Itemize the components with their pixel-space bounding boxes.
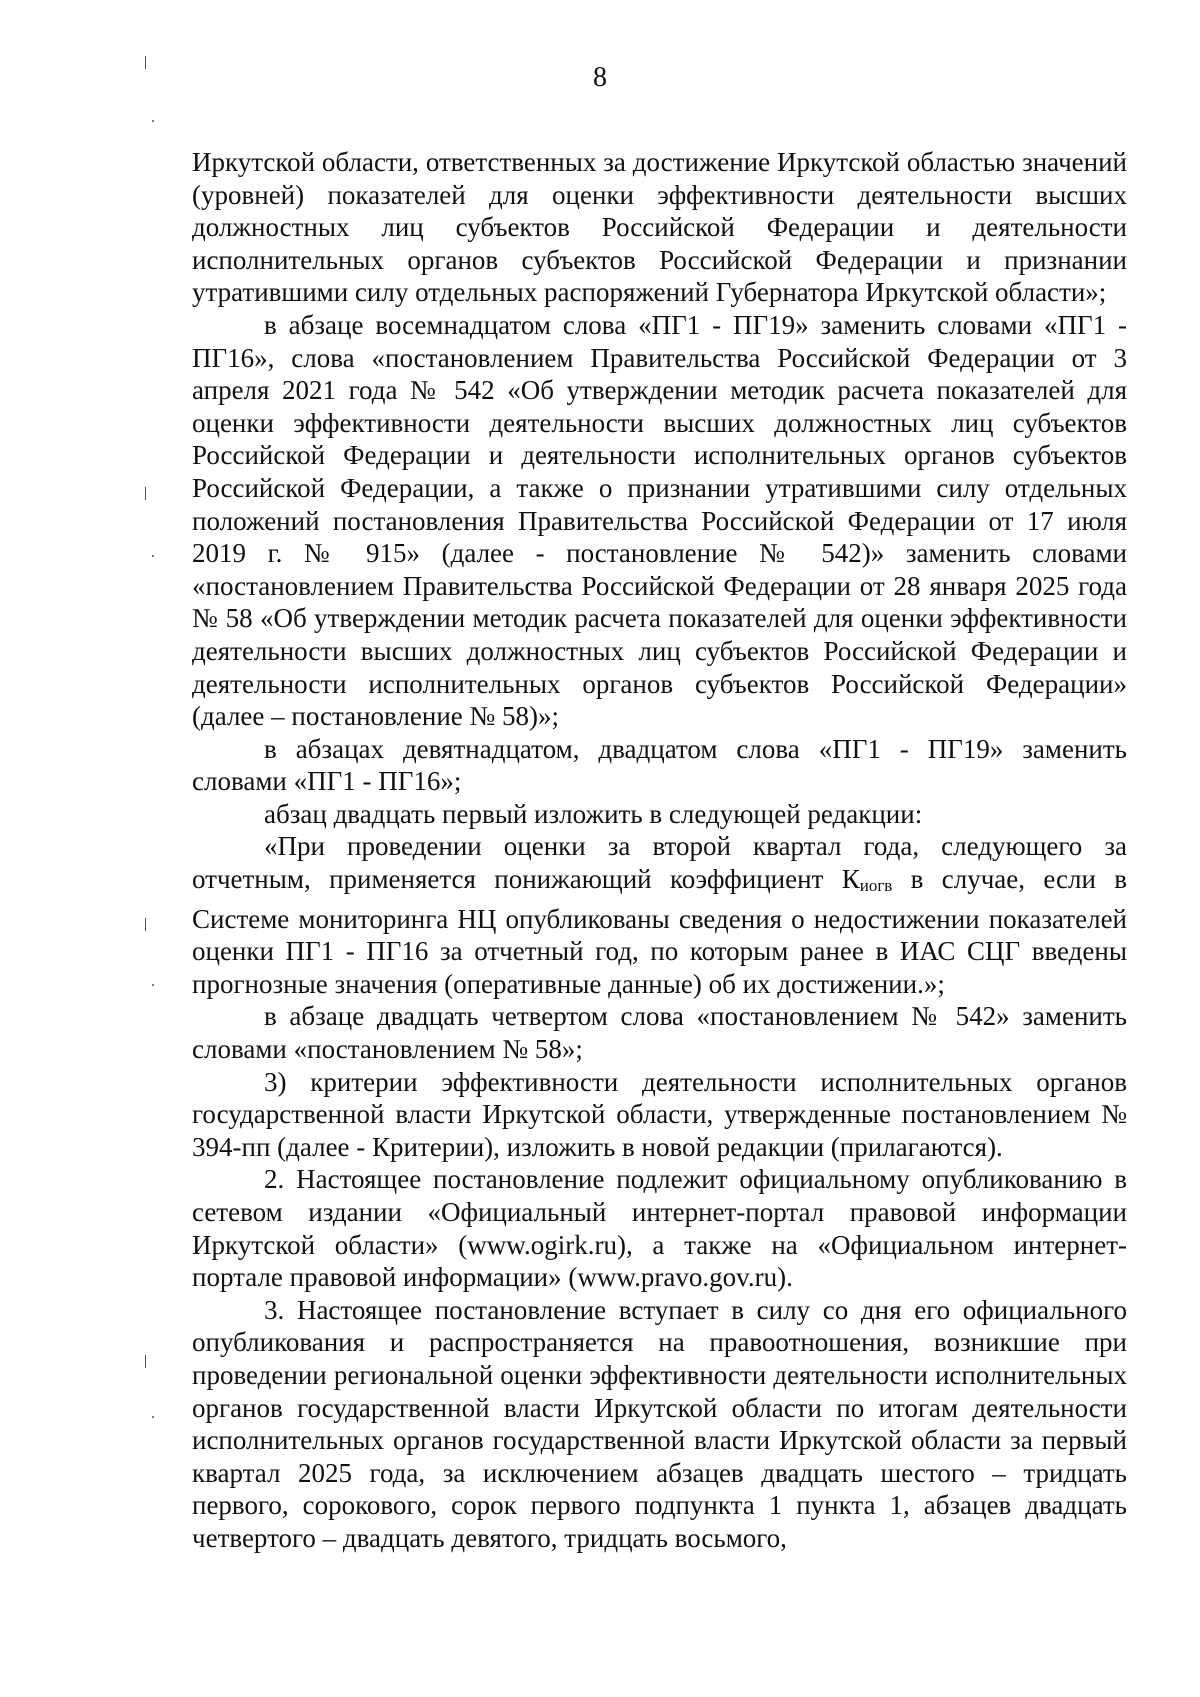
paragraph-21st-new-text — [192, 830, 1127, 1000]
coefficient-subscript: иогв — [859, 876, 893, 896]
paragraph-21st-text-before: «При проведении оценки за второй квартал года, следующего за отчетным, применяется понижающий коэффициент К — [192, 831, 1127, 895]
paragraph-19th-20th-amendment: в абзацах девятнадцатом, двадцатом слова «ПГ1 - ПГ19» заменить словами «ПГ1 - ПГ16»; — [192, 733, 1127, 797]
scan-mark — [145, 1355, 146, 1368]
scan-mark — [152, 120, 154, 122]
scan-mark — [152, 1416, 154, 1418]
scan-mark — [145, 56, 146, 69]
paragraph-24th-amendment: в абзаце двадцать четвертом слова «постановлением № 542» заменить словами «постановлением № 58»; — [192, 1001, 1127, 1065]
paragraph-criteria-item: 3) критерии эффективности деятельности исполнительных органов государственной власти Иркутской области, утвержденные постановлением № 394-пп (далее - Критерии), изложить в новой редакции (прилагаются). — [192, 1066, 1127, 1162]
paragraph-effective-date: 3. Настоящее постановление вступает в силу со дня его официального опубликования и распространяется на правоотношения, возникшие при проведении региональной оценки эффективности деятельности исполнительных органов государственной власти Иркутской области по итогам деятельности исполнительных органов государственной власти Иркутской области за первый квартал 2025 года, за исключением абзацев двадцать шестого – тридцать первого, сорокового, сорок первого подпункта 1 пункта 1, абзацев двадцать четвертого – двадцать девятого, тридцать восьмого, — [192, 1294, 1127, 1553]
scan-mark — [152, 555, 154, 557]
paragraph-publication: 2. Настоящее постановление подлежит официальному опубликованию в сетевом издании «Официальный интернет-портал правовой информации Иркутской области» (www.ogirk.ru), а также на «Официальном интернет-портале правовой информации» (www.pravo.gov.ru). — [192, 1164, 1127, 1293]
scan-mark — [152, 984, 154, 986]
scan-mark — [145, 918, 146, 931]
scan-mark — [145, 487, 146, 500]
paragraph-18th-amendment: в абзаце восемнадцатом слова «ПГ1 - ПГ19» заменить словами «ПГ1 - ПГ16», слова «постановлением Правительства Российской Федерации от 3 апреля 2021 года № 542 «Об утверждении методик расчета показателей для оценки эффективности деятельности высших должностных лиц субъектов Российской Федерации и деятельности исполнительных органов субъектов Российской Федерации, а также о признании утратившими силу отдельных положений постановления Правительства Российской Федерации от 17 июля 2019 г. № 915» (далее - постановление № 542)» заменить словами «постановлением Правительства Российской Федерации от 28 января 2025 года № 58 «Об утверждении методик расчета показателей для оценки эффективности деятельности высших должностных лиц субъектов Российской Федерации и деятельности исполнительных органов субъектов Российской Федерации» (далее – постановление № 58)»; — [192, 309, 1127, 732]
paragraph-continuation: Иркутской области, ответственных за достижение Иркутской областью значений (уровней) показателей для оценки эффективности деятельности высших должностных лиц субъектов Российской Федерации и деятельности исполнительных органов субъектов Российской Федерации и признании утратившими силу отдельных распоряжений Губернатора Иркутской области»; — [192, 147, 1127, 308]
paragraph-21st-text-after: в случае, если в Системе мониторинга НЦ опубликованы сведения о недостижении показателей оценки ПГ1 - ПГ16 за отчетный год, по которым ранее в ИАС СЦГ введены прогнозные значения (оперативные данные) об их достижении.»; — [192, 864, 1127, 999]
paragraph-21st-intro: абзац двадцать первый изложить в следующей редакции: — [264, 798, 923, 829]
document-body — [192, 146, 1127, 1555]
page-number: 8 — [593, 62, 607, 93]
